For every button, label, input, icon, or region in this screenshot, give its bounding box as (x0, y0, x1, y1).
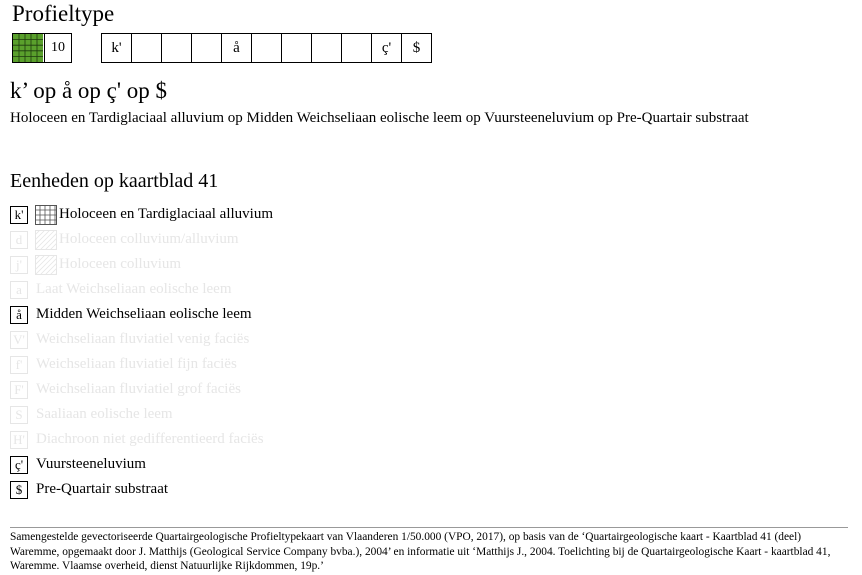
unit-label: Holoceen colluvium/alluvium (59, 231, 239, 247)
legend-item (10, 427, 273, 452)
legend-item (10, 327, 273, 352)
unit-code-badge: $ (10, 481, 28, 499)
unit-label: Weichseliaan fluviatiel grof faciës (36, 381, 241, 397)
legend-item (10, 477, 273, 502)
sequence-cell: $ (402, 34, 432, 62)
legend-item (10, 452, 273, 477)
unit-code-badge: f' (10, 356, 28, 374)
sequence-cell (312, 34, 342, 62)
sequence-cell (132, 34, 162, 62)
unit-label: Saaliaan eolische leem (36, 406, 173, 422)
profile-sequence-cells (101, 33, 432, 63)
profile-count: 10 (51, 40, 65, 55)
unit-code-badge: V' (10, 331, 28, 349)
unit-label: Pre-Quartair substraat (36, 481, 169, 497)
unit-code-badge: d (10, 231, 28, 249)
legend-item (10, 227, 273, 252)
unit-label: Laat Weichseliaan eolische leem (36, 281, 232, 297)
unit-code-badge: a (10, 281, 28, 299)
sequence-cell (162, 34, 192, 62)
sequence-cell (282, 34, 312, 62)
unit-label: Weichseliaan fluviatiel venig faciës (36, 331, 250, 347)
units-legend (10, 202, 273, 502)
unit-code-badge: ç' (10, 456, 28, 474)
sequence-cell: ç' (372, 34, 402, 62)
hatch-pattern-icon (35, 230, 57, 250)
units-heading: Eenheden op kaartblad 41 (10, 170, 219, 192)
sequence-cell (342, 34, 372, 62)
sequence-description: Holoceen en Tardiglaciaal alluvium op Midden Weichseliaan eolische leem op Vuursteeneluvium op Pre-Quartair substraat (10, 110, 749, 126)
grid-pattern-icon (35, 205, 57, 225)
unit-code-badge: H' (10, 431, 28, 449)
unit-code-badge: j' (10, 256, 28, 274)
sequence-cell: k' (102, 34, 132, 62)
legend-item (10, 377, 273, 402)
legend-item (10, 202, 273, 227)
source-footnote: Samengestelde gevectoriseerde Quartairgeologische Profieltypekaart van Vlaanderen 1/50.000 (VPO, 2017), op basis van de ‘Quartairgeologische kaart - Kaartblad 41 (deel) Waremme, opgemaakt door J. Matthijs (Geological Service Company bvba.), 2004’ en informatie uit ‘Matthijs J., 2004. Toelichting bij de Quartairgeologische Kaart - kaartblad 41, Waremme. Vlaamse overheid, dienst Natuurlijke Rijkdommen, 19p.’ (10, 531, 831, 572)
sequence-title: k’ op å op ç' op $ (10, 78, 168, 103)
unit-label: Weichseliaan fluviatiel fijn faciës (36, 356, 237, 372)
footer-divider (10, 527, 848, 528)
unit-code-badge: å (10, 306, 28, 324)
hatch-pattern-icon (35, 255, 57, 275)
unit-code-badge: S (10, 406, 28, 424)
unit-label: Diachroon niet gedifferentieerd faciës (36, 431, 264, 447)
sequence-cell (192, 34, 222, 62)
page-title: Profieltype (12, 1, 115, 26)
sequence-cell: å (222, 34, 252, 62)
profile-type-box (12, 33, 72, 63)
legend-item (10, 402, 273, 427)
unit-label: Holoceen colluvium (59, 256, 182, 272)
unit-code-badge: F' (10, 381, 28, 399)
unit-code-badge: k' (10, 206, 28, 224)
sequence-cell (252, 34, 282, 62)
green-grid-pattern-icon (13, 34, 43, 62)
unit-label: Vuursteeneluvium (36, 456, 146, 472)
legend-item (10, 352, 273, 377)
unit-label: Midden Weichseliaan eolische leem (36, 306, 252, 322)
unit-label: Holoceen en Tardiglaciaal alluvium (59, 206, 274, 222)
legend-item (10, 252, 273, 277)
profile-swatch (13, 34, 45, 62)
legend-item (10, 302, 273, 327)
legend-item (10, 277, 273, 302)
